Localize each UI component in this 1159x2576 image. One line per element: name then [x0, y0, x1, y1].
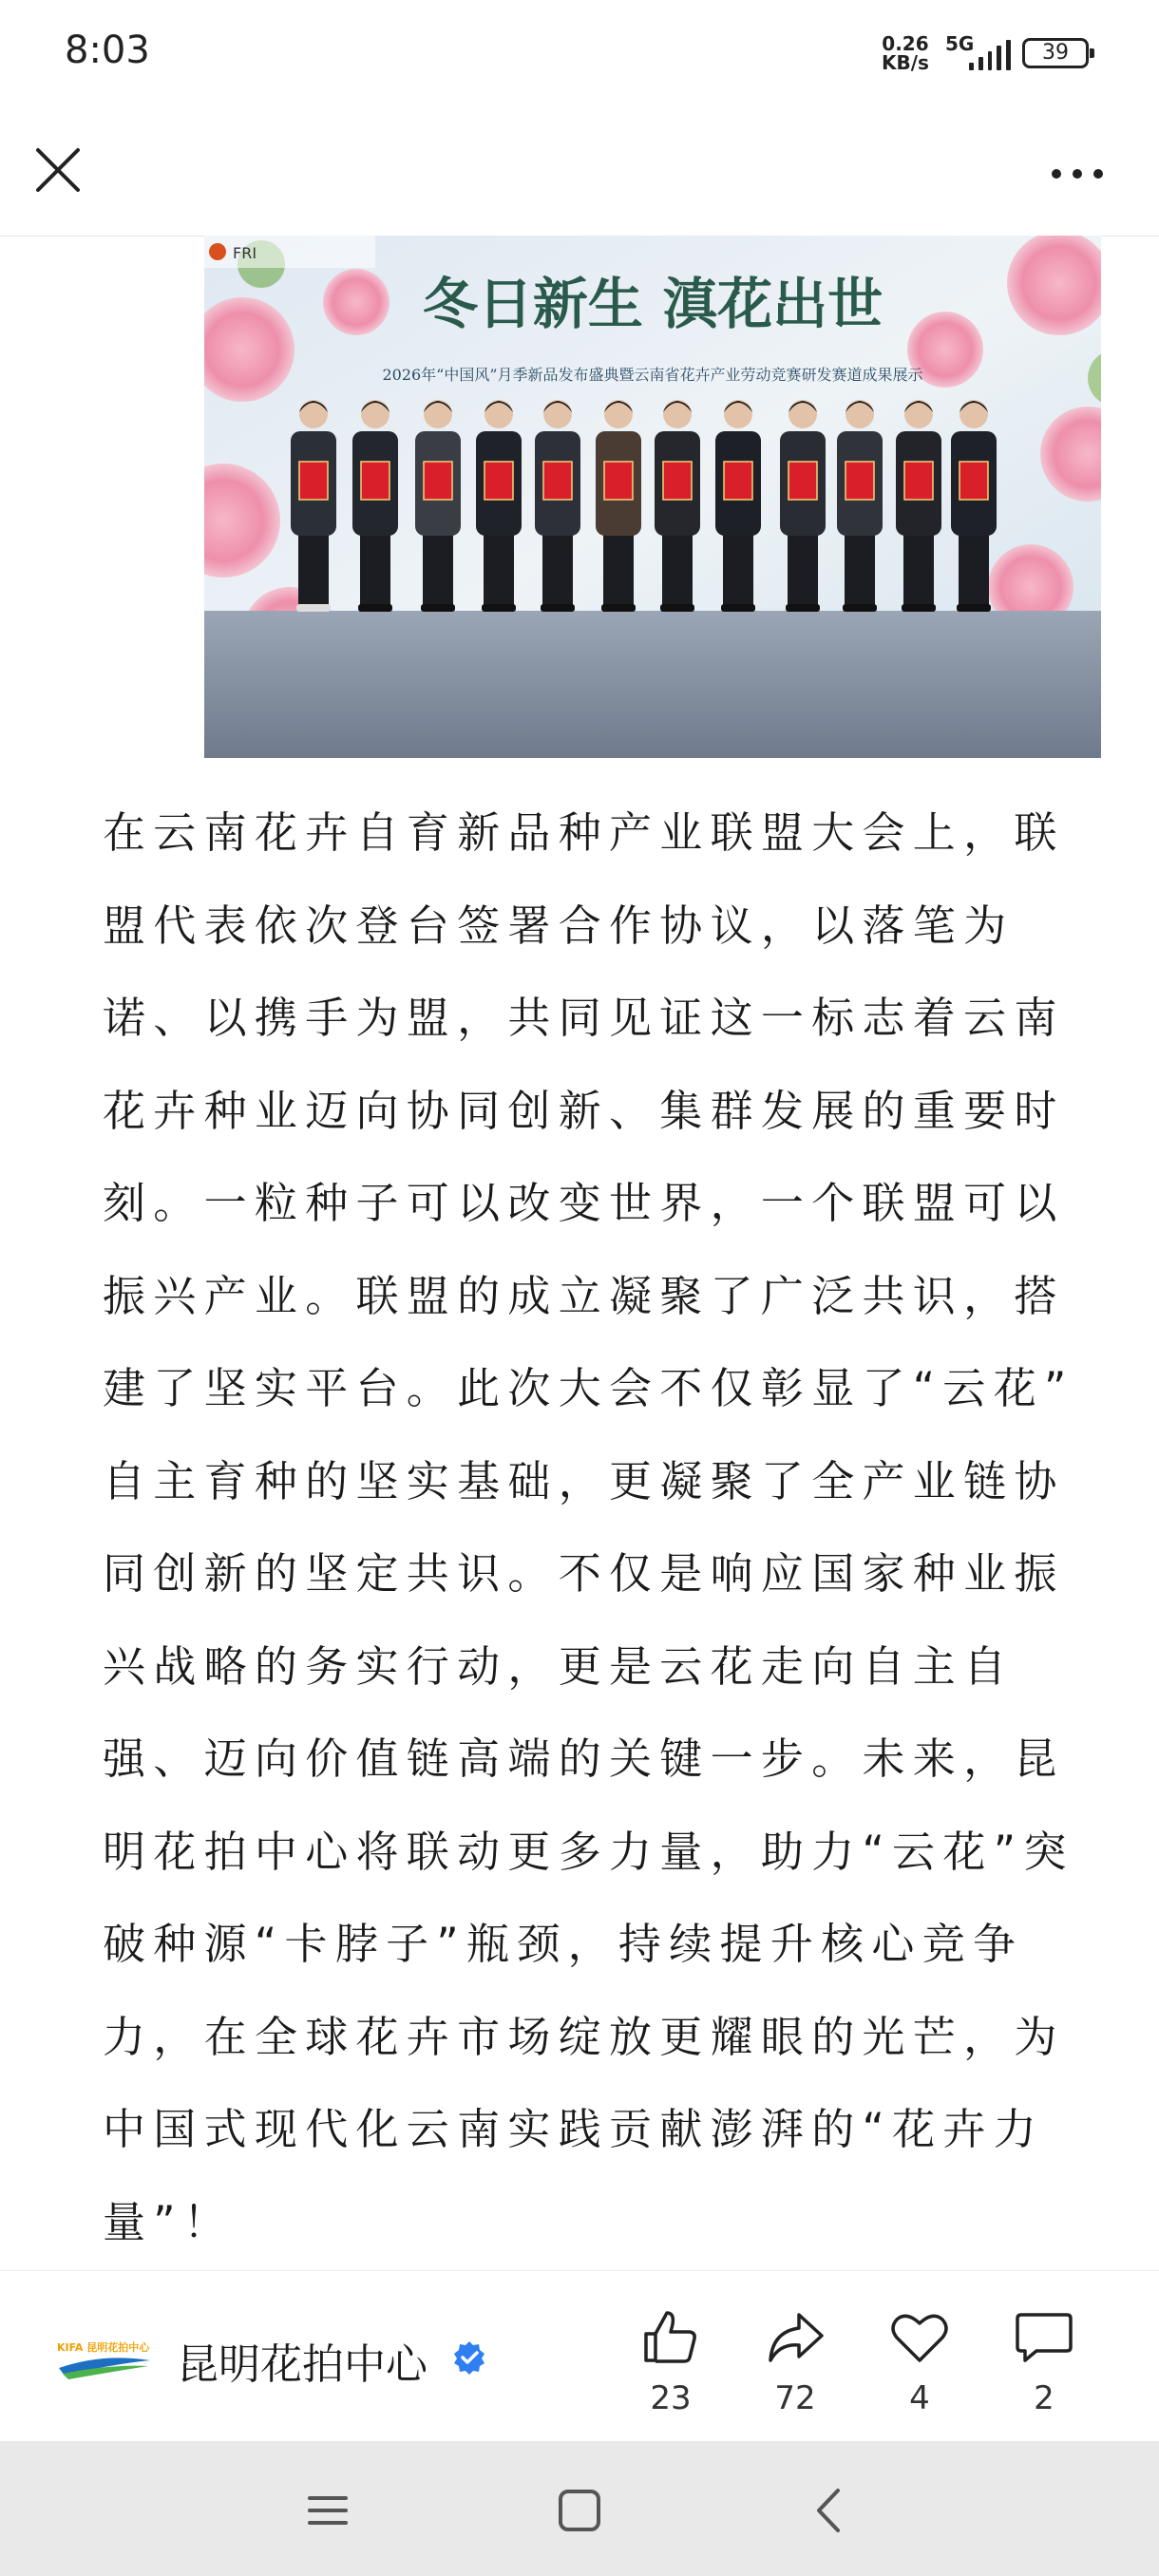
action-bar	[0, 2270, 1159, 2442]
article-line: 同创新的坚定共识。不仅是响应国家种业振	[103, 1548, 1065, 1599]
network-speed-unit: KB/s	[882, 51, 929, 74]
certificate	[904, 462, 933, 500]
author-logo-text: KIFA 昆明花拍中心	[57, 2341, 150, 2354]
verified-icon	[451, 2339, 487, 2376]
article-line: 在云南花卉自育新品种产业联盟大会上，联	[103, 807, 1065, 858]
certificate	[299, 462, 328, 500]
certificate	[724, 462, 752, 500]
article-photo	[204, 236, 1101, 758]
status-time: 8:03	[65, 28, 150, 72]
more-icon[interactable]	[1045, 160, 1110, 188]
system-nav-bar	[0, 2441, 1159, 2576]
institute-logo-text: FRI	[233, 244, 257, 262]
author-logo[interactable]	[55, 2336, 154, 2379]
certificate	[361, 462, 390, 500]
home-icon[interactable]	[546, 2477, 613, 2544]
like-button[interactable]	[628, 2307, 713, 2417]
article-line: 刻。一粒种子可以改变世界，一个联盟可以	[103, 1178, 1065, 1228]
network-speed	[882, 34, 929, 72]
article-line: 振兴产业。联盟的成立凝聚了广泛共识，搭	[103, 1270, 1065, 1321]
share-icon	[765, 2307, 826, 2368]
back-icon[interactable]	[798, 2477, 864, 2544]
signal-icon	[969, 38, 1011, 70]
banner-subtitle: 2026年“中国风”月季新品发布盛典暨云南省花卉产业劳动竞赛研发赛道成果展示	[382, 366, 923, 384]
menu-icon[interactable]	[294, 2477, 361, 2544]
article-line: 花卉种业迈向协同创新、集群发展的重要时	[103, 1085, 1065, 1136]
certificate	[846, 462, 874, 500]
status-bar	[0, 0, 1159, 112]
share-count: 72	[774, 2379, 816, 2417]
article-line: 力，在全球花卉市场绽放更耀眼的光芒，为	[103, 2011, 1065, 2062]
certificate	[484, 462, 513, 500]
certificate	[960, 462, 988, 500]
article-line: 自主育种的坚实基础，更凝聚了全产业链协	[103, 1455, 1065, 1506]
battery-indicator: 39	[1022, 38, 1089, 68]
article-line: 建了坚实平台。此次大会不仅彰显了“云花”	[103, 1363, 1074, 1413]
thumbs-up-icon	[640, 2307, 701, 2368]
article-line: 盟代表依次登台签署合作协议，以落笔为	[103, 900, 1015, 951]
author-name[interactable]: 昆明花拍中心	[177, 2340, 428, 2389]
favorite-button[interactable]	[877, 2307, 962, 2417]
comment-icon	[1014, 2307, 1074, 2368]
share-button[interactable]	[752, 2307, 838, 2417]
article-line: 诺、以携手为盟，共同见证这一标志着云南	[103, 993, 1065, 1043]
network-type: 5G	[945, 32, 975, 55]
banner-title: 冬日新生 滇花出世	[422, 272, 884, 336]
favorite-count: 4	[909, 2379, 930, 2417]
article-line: 明花拍中心将联动更多力量，助力“云花”突	[103, 1826, 1074, 1877]
article-line: 量”！	[103, 2196, 235, 2247]
article-body	[103, 786, 1074, 2268]
top-bar	[0, 112, 1159, 237]
certificate	[663, 462, 692, 500]
article-line: 破种源“卡脖子”瓶颈，持续提升核心竞争	[103, 1919, 1024, 1969]
close-icon[interactable]	[28, 141, 87, 199]
certificate	[788, 462, 817, 500]
certificate	[604, 462, 633, 500]
network-speed-value: 0.26	[882, 32, 929, 55]
comment-button[interactable]	[1001, 2307, 1087, 2417]
certificate	[424, 462, 452, 500]
like-count: 23	[650, 2379, 692, 2417]
article-line: 中国式现代化云南实践贡献澎湃的“花卉力	[103, 2104, 1045, 2154]
certificate	[543, 462, 572, 500]
article-line: 兴战略的务实行动，更是云花走向自主自	[103, 1640, 1015, 1692]
article-line: 强、迈向价值链高端的关键一步。未来，昆	[103, 1733, 1065, 1784]
heart-icon	[889, 2307, 950, 2368]
comment-count: 2	[1034, 2379, 1054, 2417]
